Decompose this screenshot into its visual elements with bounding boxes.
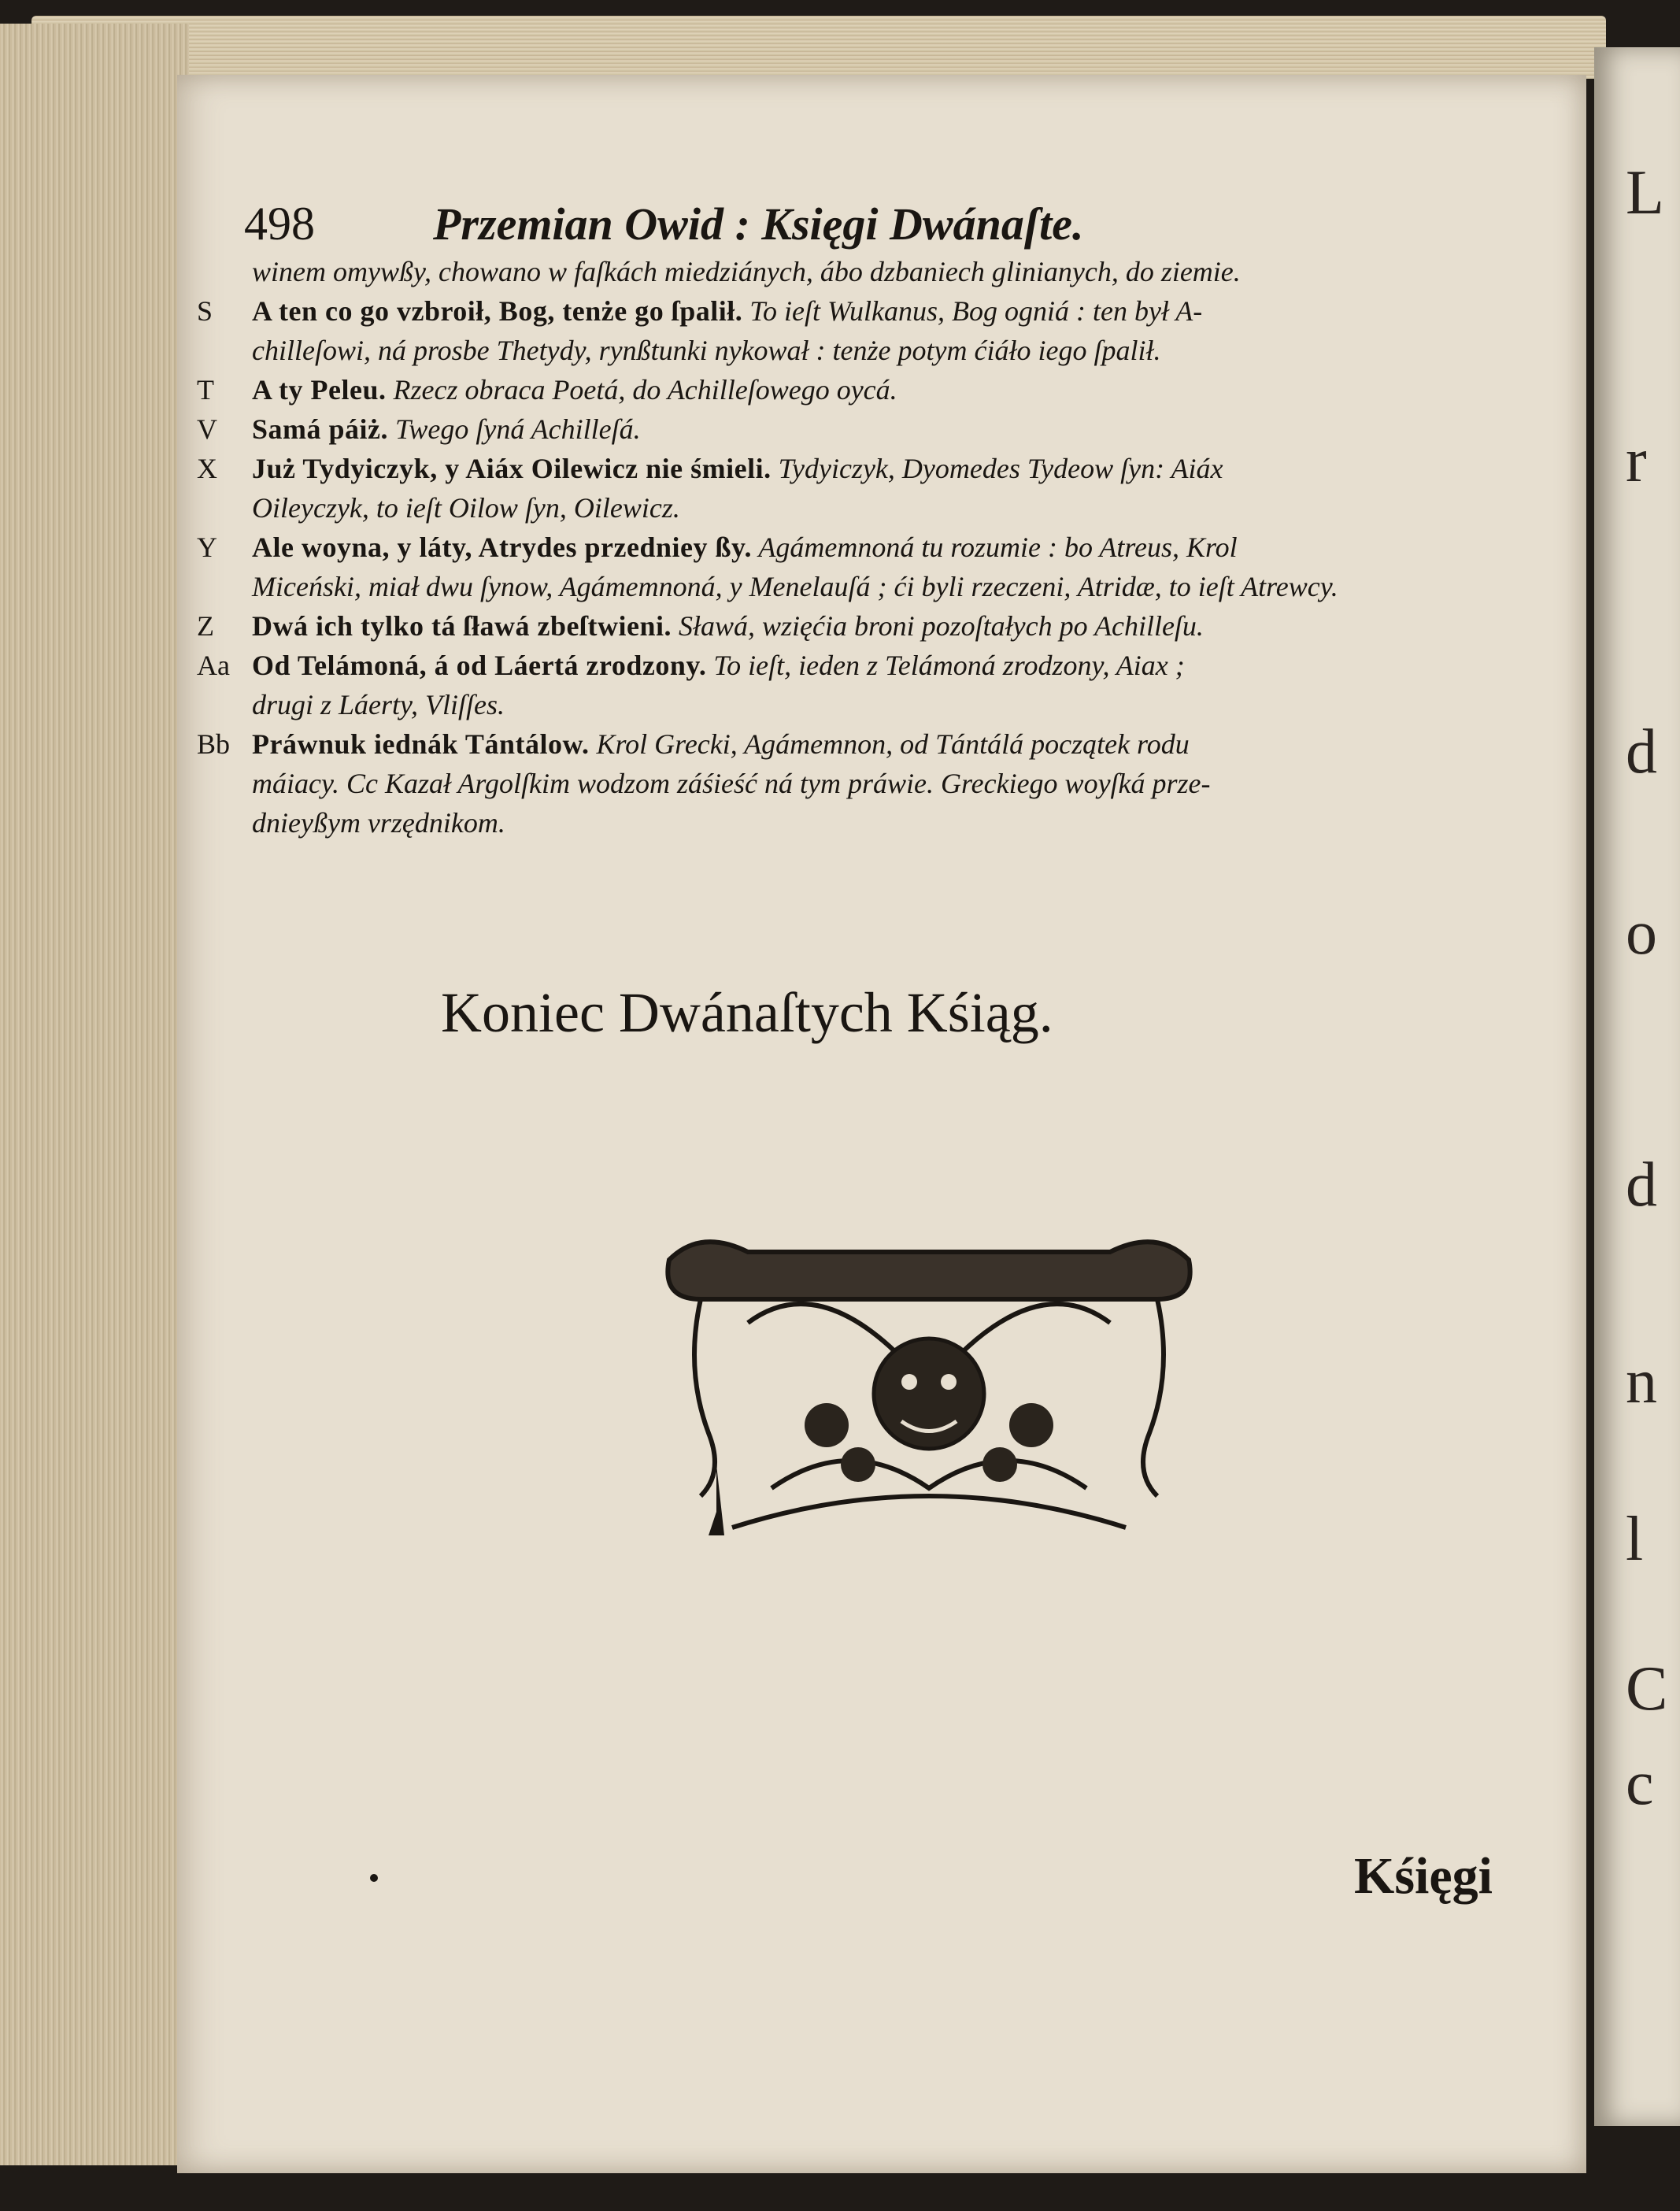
page-number: 498 — [244, 198, 315, 250]
facing-page-letter: L — [1626, 158, 1664, 228]
facing-page-letter: r — [1626, 426, 1647, 495]
page-edges-top — [31, 16, 1606, 79]
closing-title: Koniec Dwánaſtych Kśiąg. — [441, 981, 1053, 1044]
running-header — [244, 197, 1535, 252]
commentary-line: máiacy. Cc Kazał Argolſkim wodzom záśieść ná tym práwie. Greckiego woyſká prze- — [252, 768, 1211, 799]
commentary-line: Bb Práwnuk iednák Tántálow. Krol Grecki, Agámemnon, od Tántálá początek rodu — [197, 728, 1190, 760]
facing-page-letter: C — [1626, 1654, 1668, 1724]
page-content — [165, 118, 1535, 843]
facing-page-letter: c — [1626, 1749, 1654, 1818]
commentary-line: Z Dwá ich tylko tá ſławá zbeſtwieni. Sławá, wzięćia broni pozoſtałych po Achilleſu. — [197, 610, 1204, 642]
commentary-line: Miceński, miał dwu ſynow, Agámemnoná, y Menelauſá ; ći byli rzeczeni, Atridæ, to ieſt Atrewcy. — [252, 571, 1338, 602]
facing-page-letter: l — [1626, 1505, 1644, 1574]
facing-page-letter: o — [1626, 898, 1657, 968]
commentary-line: T A ty Peleu. Rzecz obraca Poetá, do Achilleſowego oycá. — [197, 374, 897, 406]
facing-page-letter: d — [1626, 1150, 1657, 1220]
ornament-icon — [653, 1228, 1204, 1559]
commentary-line: V Samá páiż. Twego ſyná Achilleſá. — [197, 413, 641, 445]
commentary-line: Aa Od Telámoná, á od Láertá zrodzony. To ieſt, ieden z Telámoná zrodzony, Aiax ; — [197, 650, 1185, 681]
printer-mark — [370, 1874, 378, 1882]
page-edges-left — [0, 24, 189, 2165]
commentary-line: winem omywßy, chowano w faſkách miedziánych, ábo dzbaniech glinianych, do ziemie. — [252, 256, 1241, 287]
commentary-line: Oileyczyk, to ieſt Oilow ſyn, Oilewicz. — [252, 492, 680, 524]
commentary-line: drugi z Láerty, Vliſſes. — [252, 689, 505, 720]
commentary-line: S A ten co go vzbroił, Bog, tenże go ſpalił. To ieſt Wulkanus, Bog ogniá : ten był A- — [197, 295, 1203, 327]
facing-page-letter: d — [1626, 717, 1657, 787]
facing-page-edge — [1594, 47, 1680, 2126]
commentary-line: chilleſowi, ná prosbe Thetydy, rynßtunki nykował : tenże potym ćiáło iego ſpalił. — [252, 335, 1161, 366]
commentary-line: X Już Tydyiczyk, y Aiáx Oilewicz nie śmieli. Tydyiczyk, Dyomedes Tydeow ſyn: Aiáx — [197, 453, 1223, 484]
commentary-line: Y Ale woyna, y láty, Atrydes przedniey ßy. Agámemnoná tu rozumie : bo Atreus, Krol — [197, 531, 1238, 563]
facing-page-letter: n — [1626, 1347, 1657, 1417]
running-title: Przemian Owid : Księgi Dwánaſte. — [433, 198, 1084, 250]
commentary-line: dnieyßym vrzędnikom. — [252, 807, 505, 839]
catchword: Kśięgi — [1354, 1847, 1493, 1905]
